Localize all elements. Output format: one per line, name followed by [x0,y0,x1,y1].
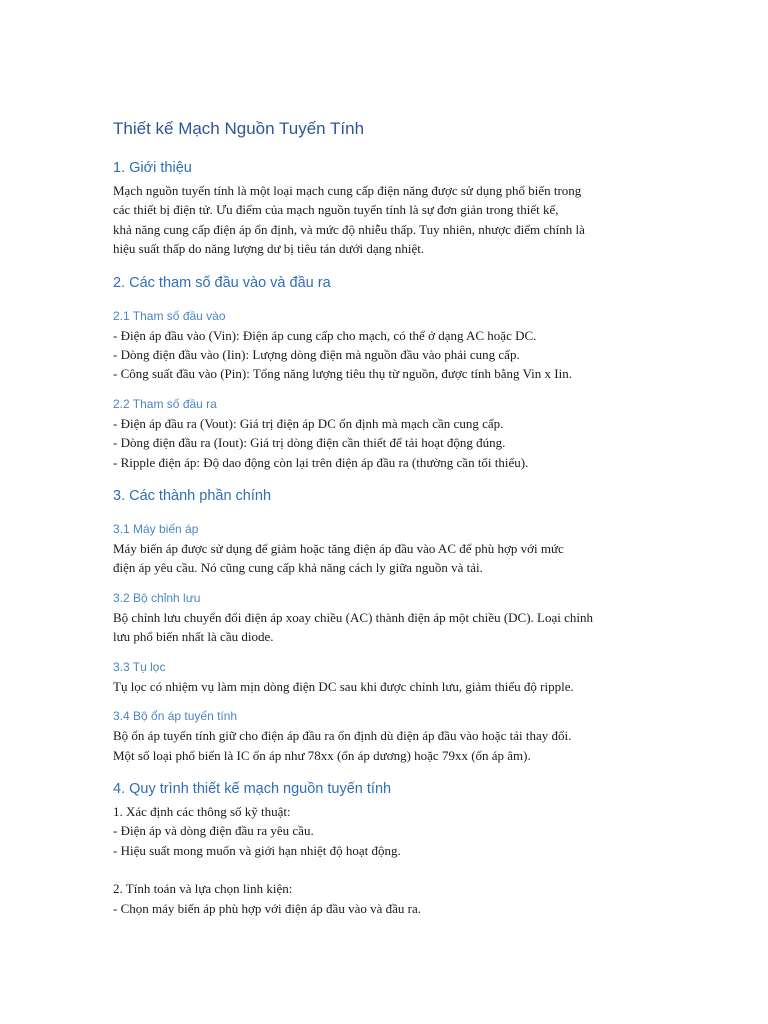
document-title: Thiết kế Mạch Nguồn Tuyến Tính [113,119,365,138]
design-step-1 [113,802,658,860]
paragraph-line: Bộ chỉnh lưu chuyển đổi điện áp xoay chiều (AC) thành điện áp một chiều (DC). Loại chỉnh [113,609,593,625]
paragraph-line: Tụ lọc có nhiệm vụ làm mịn dòng điện DC sau khi được chỉnh lưu, giảm thiểu độ ripple. [113,678,574,694]
document-page [113,118,658,918]
list-item: - Dòng điện đầu ra (Iout): Giá trị dòng điện cần thiết để tải hoạt động đúng. [113,435,506,451]
paragraph-line: khả năng cung cấp điện áp ổn định, và mức độ nhiễu thấp. Tuy nhiên, nhược điểm chính là [113,221,585,237]
filter-capacitor-paragraph [113,677,658,696]
section-heading-components: 3. Các thành phần chính [113,488,272,505]
list-item: - Dòng điện đầu vào (Iin): Lượng dòng điện mà nguồn đầu vào phải cung cấp. [113,347,520,363]
paragraph-line: Mạch nguồn tuyến tính là một loại mạch cung cấp điện năng được sử dụng phổ biến trong [113,183,582,198]
rectifier-paragraph [113,608,658,647]
section-heading-intro: 1. Giới thiệu [113,160,192,176]
input-params-list [113,326,658,384]
paragraph-line: lưu phổ biến nhất là cầu diode. [113,629,274,645]
paragraph-line: hiệu suất thấp do năng lượng dư bị tiêu tán dưới dạng nhiệt. [113,241,425,257]
paragraph-line: Máy biến áp được sử dụng để giảm hoặc tăng điện áp đầu vào AC để phù hợp với mức [113,541,564,557]
list-item: - Chọn máy biến áp phù hợp với điện áp đầu vào và đầu ra. [113,900,421,916]
transformer-paragraph [113,539,658,578]
subsection-heading-linear-regulator: 3.4 Bộ ổn áp tuyến tính [113,709,238,724]
list-item: - Điện áp đầu vào (Vin): Điện áp cung cấp cho mạch, có thể ở dạng AC hoặc DC. [113,327,537,343]
list-item: - Điện áp và dòng điện đầu ra yêu cầu. [113,823,314,839]
intro-paragraph [113,181,658,259]
subsection-heading-filter-capacitor: 3.3 Tụ lọc [113,659,166,674]
paragraph-line: Bộ ổn áp tuyến tính giữ cho điện áp đầu ra ổn định dù điện áp đầu vào hoặc tải thay đổi. [113,728,572,744]
list-item: - Điện áp đầu ra (Vout): Giá trị điện áp DC ổn định mà mạch cần cung cấp. [113,415,504,431]
list-item: - Hiệu suất mong muốn và giới hạn nhiệt độ hoạt động. [113,842,401,858]
paragraph-line: điện áp yêu cầu. Nó cũng cung cấp khả năng cách ly giữa nguồn và tải. [113,560,483,576]
subsection-heading-input-params: 2.1 Tham số đầu vào [113,308,226,323]
list-item: 1. Xác định các thông số kỹ thuật: [113,803,291,819]
subsection-heading-rectifier: 3.2 Bộ chỉnh lưu [113,590,201,605]
paragraph-line: các thiết bị điện tử. Ưu điểm của mạch nguồn tuyến tính là sự đơn giản trong thiết kế, [113,202,559,218]
paragraph-line: Một số loại phổ biến là IC ổn áp như 78xx (ổn áp dương) hoặc 79xx (ổn áp âm). [113,747,531,763]
section-heading-design-process: 4. Quy trình thiết kế mạch nguồn tuyến tính [113,780,392,797]
section-heading-parameters: 2. Các tham số đầu vào và đầu ra [113,274,331,291]
list-item: - Ripple điện áp: Độ dao động còn lại trên điện áp đầu ra (thường cần tối thiểu). [113,454,529,470]
linear-regulator-paragraph [113,726,658,765]
list-item: - Công suất đầu vào (Pin): Tổng năng lượng tiêu thụ từ nguồn, được tính bằng Vin x Iin. [113,366,572,382]
list-item: 2. Tính toán và lựa chọn linh kiện: [113,881,293,897]
output-params-list [113,414,658,472]
subsection-heading-output-params: 2.2 Tham số đầu ra [113,396,217,411]
design-step-2 [113,879,658,918]
subsection-heading-transformer: 3.1 Máy biến áp [113,522,199,537]
